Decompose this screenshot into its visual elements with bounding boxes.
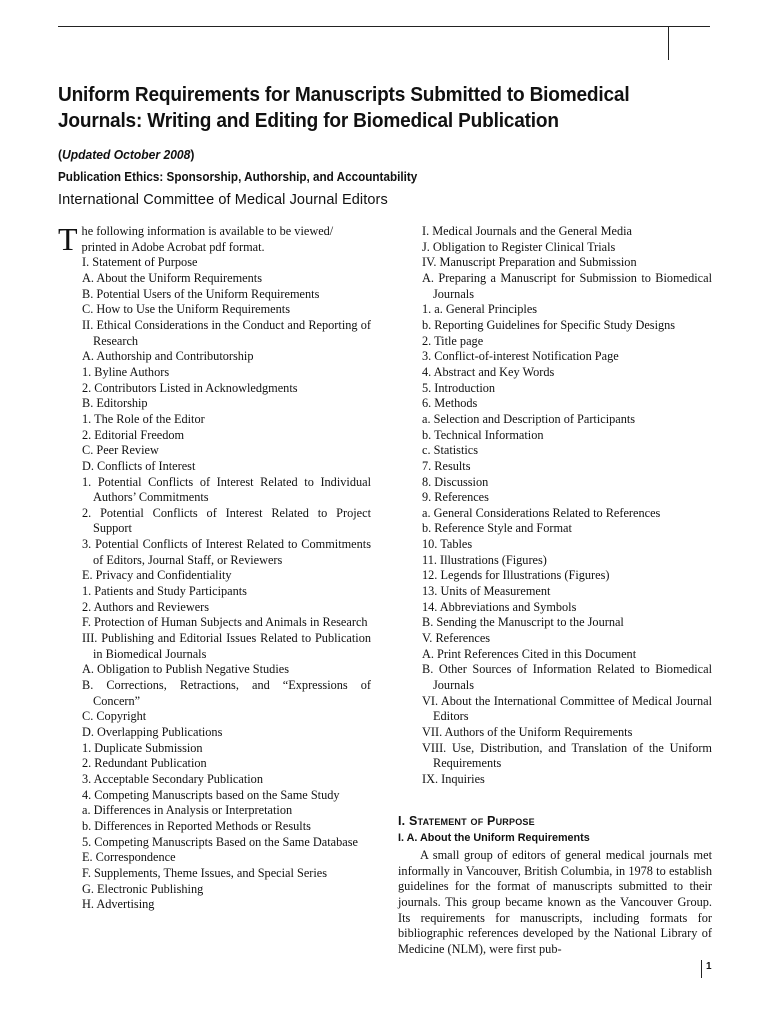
toc-entry: 2. Potential Conflicts of Interest Related to Project Support [82, 505, 371, 536]
toc-entry: 1. Byline Authors [82, 364, 170, 379]
toc-entry: C. Copyright [82, 709, 147, 724]
intro-text: he following information is available to be viewed/ printed in Adobe Acrobat pdf format. [81, 224, 334, 254]
toc-entry: 4. Abstract and Key Words [422, 364, 555, 379]
toc-entry: D. Overlapping Publications [82, 725, 223, 739]
toc-entry: A. Authorship and Contributorship [82, 349, 254, 364]
toc-entry: 3. Acceptable Secondary Publication [82, 771, 263, 786]
toc-entry: C. How to Use the Uniform Requirements [82, 302, 290, 317]
toc-entry: B. Sending the Manuscript to the Journal [422, 615, 624, 630]
toc-entry: VII. Authors of the Uniform Requirements [422, 725, 633, 739]
intro-paragraph [58, 221, 371, 257]
toc-entry: 14. Abbreviations and Symbols [422, 599, 577, 614]
toc-entry: 7. Results [422, 458, 471, 473]
right-column [398, 224, 712, 958]
section-paragraph: A small group of editors of general medical journals met informally in Vancouver, British Columbia, in 1978 to establish guidelines for the format of manuscripts submitted to their journals. This group became known as the Vancouver Group. Its requirements for manuscripts, including formats for bibliographic references developed by the National Library of Medicine (NLM), were first pub- [398, 847, 712, 956]
toc-entry: 13. Units of Measurement [422, 584, 551, 599]
toc-entry: 1. a. General Principles [422, 302, 538, 317]
toc-entry: 11. Illustrations (Figures) [422, 552, 547, 567]
section-subheading: I. A. About the Uniform Requirements [398, 832, 590, 845]
section-heading: I. Statement of Purpose [398, 813, 535, 828]
toc-list-right [398, 224, 712, 788]
updated-date-text: Updated October 2008 [62, 147, 191, 162]
toc-entry: G. Electronic Publishing [82, 881, 204, 896]
toc-entry: A. Print References Cited in this Document [422, 646, 637, 661]
toc-entry: 2. Title page [422, 333, 484, 348]
toc-entry: V. References [422, 631, 491, 646]
toc-entry: b. Differences in Reported Methods or Results [82, 818, 311, 833]
updated-close-paren: ) [190, 147, 195, 162]
toc-list-left [58, 255, 371, 913]
toc-entry: IX. Inquiries [422, 771, 485, 786]
toc-entry: B. Other Sources of Information Related to Biomedical Journals [422, 662, 712, 693]
toc-entry: 6. Methods [422, 396, 478, 411]
toc-entry: 3. Conflict-of-interest Notification Page [422, 349, 619, 364]
toc-entry: VI. About the International Committee of Medical Journal Editors [422, 693, 712, 724]
section-spacer [398, 788, 712, 814]
toc-entry: 1. The Role of the Editor [82, 411, 205, 426]
toc-entry: 1. Patients and Study Participants [82, 584, 247, 599]
toc-entry: 2. Redundant Publication [82, 756, 207, 771]
toc-entry: B. Corrections, Retractions, and “Expressions of Concern” [82, 678, 371, 708]
top-rule [58, 26, 710, 27]
toc-entry: a. Selection and Description of Participants [422, 411, 636, 426]
toc-entry: 2. Editorial Freedom [82, 427, 185, 442]
toc-entry: b. Reference Style and Format [422, 521, 572, 536]
toc-entry: F. Supplements, Theme Issues, and Special Series [82, 865, 328, 880]
drop-cap: T [58, 221, 78, 257]
toc-entry: B. Potential Users of the Uniform Requirements [82, 286, 320, 301]
toc-entry: b. Technical Information [422, 427, 544, 442]
toc-entry: VIII. Use, Distribution, and Translation of the Uniform Requirements [422, 740, 712, 771]
ethics-subtitle: Publication Ethics: Sponsorship, Authorship, and Accountability [58, 169, 418, 184]
toc-entry: A. Preparing a Manuscript for Submission to Biomedical Journals [422, 270, 712, 301]
toc-entry: I. Statement of Purpose [82, 255, 198, 270]
toc-entry: E. Privacy and Confidentiality [82, 568, 232, 583]
toc-entry: A. Obligation to Publish Negative Studies [82, 662, 289, 677]
updated-open-paren: ( [58, 147, 63, 162]
toc-entry: IV. Manuscript Preparation and Submission [422, 255, 637, 270]
toc-entry: b. Reporting Guidelines for Specific Study Designs [422, 317, 676, 332]
toc-entry: F. Protection of Human Subjects and Animals in Research [82, 615, 368, 630]
updated-date [58, 147, 194, 162]
toc-entry: a. Differences in Analysis or Interpretation [82, 803, 293, 818]
toc-entry: D. Conflicts of Interest [82, 458, 196, 473]
toc-entry: E. Correspondence [82, 850, 176, 865]
toc-entry: 9. References [422, 490, 489, 505]
document-title: Uniform Requirements for Manuscripts Submitted to Biomedical Journals: Writing and Editing for Biomedical Publication [58, 83, 630, 132]
toc-entry: 5. Competing Manuscripts Based on the Same Database [82, 834, 358, 849]
toc-entry: 1. Duplicate Submission [82, 740, 203, 755]
toc-entry: 5. Introduction [422, 380, 496, 395]
toc-entry: II. Ethical Considerations in the Conduct and Reporting of Research [82, 317, 371, 348]
toc-entry: 10. Tables [422, 537, 473, 552]
toc-entry: J. Obligation to Register Clinical Trials [422, 239, 616, 254]
toc-entry: c. Statistics [422, 443, 479, 458]
toc-entry: 8. Discussion [422, 474, 489, 489]
toc-entry: 3. Potential Conflicts of Interest Related to Commitments of Editors, Journal Staff, or Reviewers [82, 537, 371, 567]
toc-entry: I. Medical Journals and the General Media [422, 224, 632, 238]
left-column [58, 221, 371, 913]
toc-entry: 2. Authors and Reviewers [82, 599, 210, 614]
top-rule-tick [668, 26, 669, 60]
toc-entry: a. General Considerations Related to References [422, 505, 661, 520]
toc-entry: A. About the Uniform Requirements [82, 270, 262, 285]
toc-entry: B. Editorship [82, 396, 148, 411]
toc-entry: 12. Legends for Illustrations (Figures) [422, 568, 610, 583]
toc-entry: III. Publishing and Editorial Issues Related to Publication in Biomedical Journals [82, 631, 371, 661]
toc-entry: 1. Potential Conflicts of Interest Related to Individual Authors’ Commitments [82, 474, 371, 505]
toc-entry: C. Peer Review [82, 443, 159, 458]
page-number: 1 [701, 960, 712, 978]
toc-entry: 2. Contributors Listed in Acknowledgments [82, 380, 298, 395]
toc-entry: 4. Competing Manuscripts based on the Same Study [82, 787, 340, 802]
organization-name: International Committee of Medical Journal Editors [58, 192, 388, 208]
toc-entry: H. Advertising [82, 897, 155, 912]
